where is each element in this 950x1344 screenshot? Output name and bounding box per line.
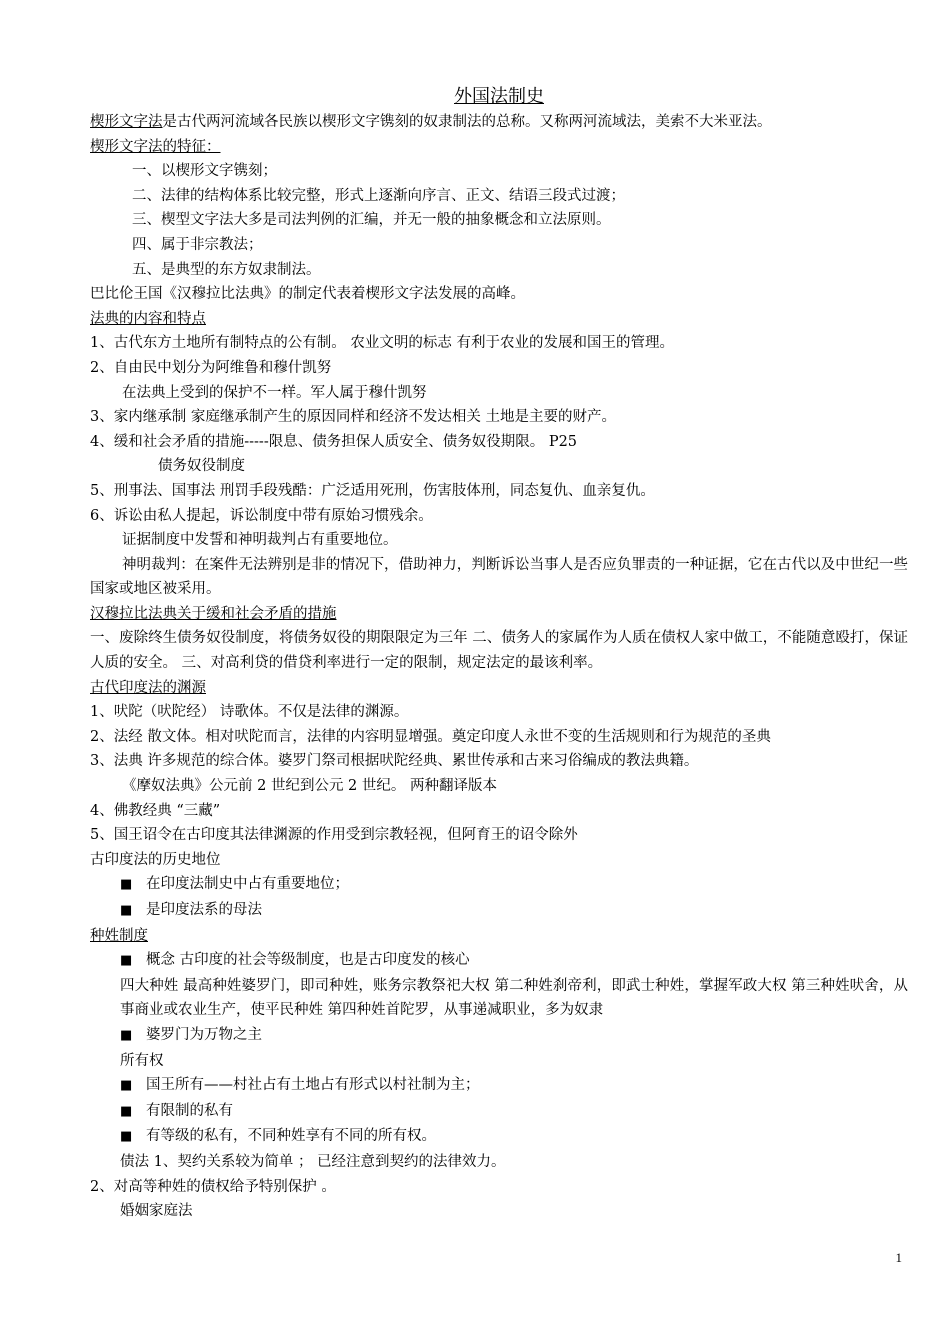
status-item: ■ 是印度法系的母法	[90, 898, 908, 924]
status-heading: 古印度法的历史地位	[90, 851, 221, 868]
black-square-icon: ■	[120, 1103, 133, 1119]
india-item: 1、吠陀（吠陀经） 诗歌体。不仅是法律的渊源。	[90, 704, 409, 721]
caste-heading: 种姓制度	[90, 927, 148, 944]
india-heading: 古代印度法的渊源	[90, 679, 206, 696]
code-item: 4、缓和社会矛盾的措施-----限息、债务担保人质安全、债务奴役期限。 P25	[90, 433, 578, 450]
feature-item: 四、属于非宗教法；	[132, 236, 263, 253]
feature-item: 三、楔型文字法大多是司法判例的汇编，并无一般的抽象概念和立法原则。	[132, 212, 611, 229]
code-item: 5、刑事法、国事法 刑罚手段残酷：广泛适用死刑，伤害肢体刑，同态复仇、血亲复仇。	[90, 482, 655, 499]
code-subitem: 债务奴役制度	[158, 458, 245, 475]
ownership-item: ■ 有等级的私有，不同种姓享有不同的所有权。	[90, 1124, 908, 1150]
ownership-item: ■ 有限制的私有	[90, 1099, 908, 1125]
intro-text: 是古代两河流域各民族以楔形文字镌刻的奴隶制法的总称。又称两河流域法，美索不大米亚法。	[162, 114, 772, 130]
code-item: 6、诉讼由私人提起，诉讼制度中带有原始习惯残余。	[90, 507, 433, 524]
feature-item: 二、法律的结构体系比较完整，形式上逐渐向序言、正文、结语三段式过渡；	[132, 187, 625, 204]
india-item: 5、国王诏令在古印度其法律渊源的作用受到宗教轻视，但阿育王的诏令除外	[90, 827, 578, 844]
features-heading: 楔形文字法的特征：	[90, 138, 221, 155]
code-subitem-paragraph: 神明裁判：在案件无法辨别是非的情况下，借助神力，判断诉讼当事人是否应负罪责的一种证据，它在古代以及中世纪一些国家或地区被采用。	[90, 556, 908, 598]
feature-item: 一、以楔形文字镌刻；	[132, 163, 277, 180]
feature-item: 五、是典型的东方奴隶制法。	[132, 261, 321, 278]
code-heading: 法典的内容和特点	[90, 310, 206, 327]
code-subitem: 证据制度中发誓和神明裁判占有重要地位。	[122, 532, 398, 549]
black-square-icon: ■	[120, 953, 133, 969]
babylon-line: 巴比伦王国《汉穆拉比法典》的制定代表着楔形文字法发展的高峰。	[90, 286, 525, 303]
debt-line: 债法 1、契约关系较为简单 ； 已经注意到契约的法律效力。	[120, 1153, 506, 1170]
india-item: 3、法典 许多规范的综合体。婆罗门祭司根据吠陀经典、累世传承和古来习俗编成的教法典籍。	[90, 753, 699, 770]
marriage-line: 婚姻家庭法	[120, 1203, 193, 1220]
black-square-icon: ■	[120, 1078, 133, 1094]
intro-term: 楔形文字法	[90, 114, 163, 130]
code-item: 1、古代东方土地所有制特点的公有制。 农业文明的标志 有利于农业的发展和国王的管理。	[90, 335, 674, 352]
page-number: 1	[895, 1250, 902, 1265]
document-title: 外国法制史	[454, 86, 544, 107]
measures-paragraph: 一、废除终生债务奴役制度，将债务奴役的期限限定为三年 二、债务人的家属作为人质在债权人家中做工，不能随意殴打，保证人质的安全。 三、对高利贷的借贷利率进行一定的限制，规定法定的最该利率。	[90, 630, 908, 672]
debt-line-2: 2、对高等种姓的债权给予特别保护 。	[90, 1178, 336, 1195]
black-square-icon: ■	[120, 1129, 133, 1145]
black-square-icon: ■	[120, 903, 133, 918]
code-item: 2、自由民中划分为阿维鲁和穆什凯努	[90, 359, 332, 376]
india-item: 2、法经 散文体。相对吠陀而言，法律的内容明显增强。奠定印度人永世不变的生活规则和行为规范的圣典	[90, 728, 771, 745]
status-item: ■ 在印度法制史中占有重要地位；	[90, 872, 908, 898]
measures-heading: 汉穆拉比法典关于缓和社会矛盾的措施	[90, 605, 337, 622]
black-square-icon: ■	[120, 1027, 133, 1043]
india-item: 4、佛教经典 “三藏”	[90, 802, 221, 819]
india-subitem: 《摩奴法典》公元前 2 世纪到公元 2 世纪。 两种翻译版本	[122, 778, 497, 795]
black-square-icon: ■	[120, 877, 133, 893]
caste-concept: ■ 概念 古印度的社会等级制度，也是古印度发的核心	[90, 948, 908, 974]
intro-paragraph	[90, 110, 908, 135]
ownership-heading: 所有权	[120, 1052, 164, 1069]
ownership-item: ■ 国王所有——村社占有土地占有形式以村社制为主；	[90, 1073, 908, 1099]
code-item: 3、家内继承制 家庭继承制产生的原因同样和经济不发达相关 土地是主要的财产。	[90, 409, 616, 426]
document-page	[90, 84, 908, 1224]
caste-four-paragraph: 四大种姓 最高种姓婆罗门，即司种姓，账务宗教祭祀大权 第二种姓刹帝利，即武士种姓，掌握军政大权 第三种姓吠舍，从事商业或农业生产，使平民种姓 第四种姓首陀罗，从事递减职业，多为奴隶	[120, 977, 908, 1019]
code-subitem: 在法典上受到的保护不一样。军人属于穆什凯努	[122, 384, 427, 401]
caste-brahmin: ■ 婆罗门为万物之主	[90, 1023, 908, 1049]
